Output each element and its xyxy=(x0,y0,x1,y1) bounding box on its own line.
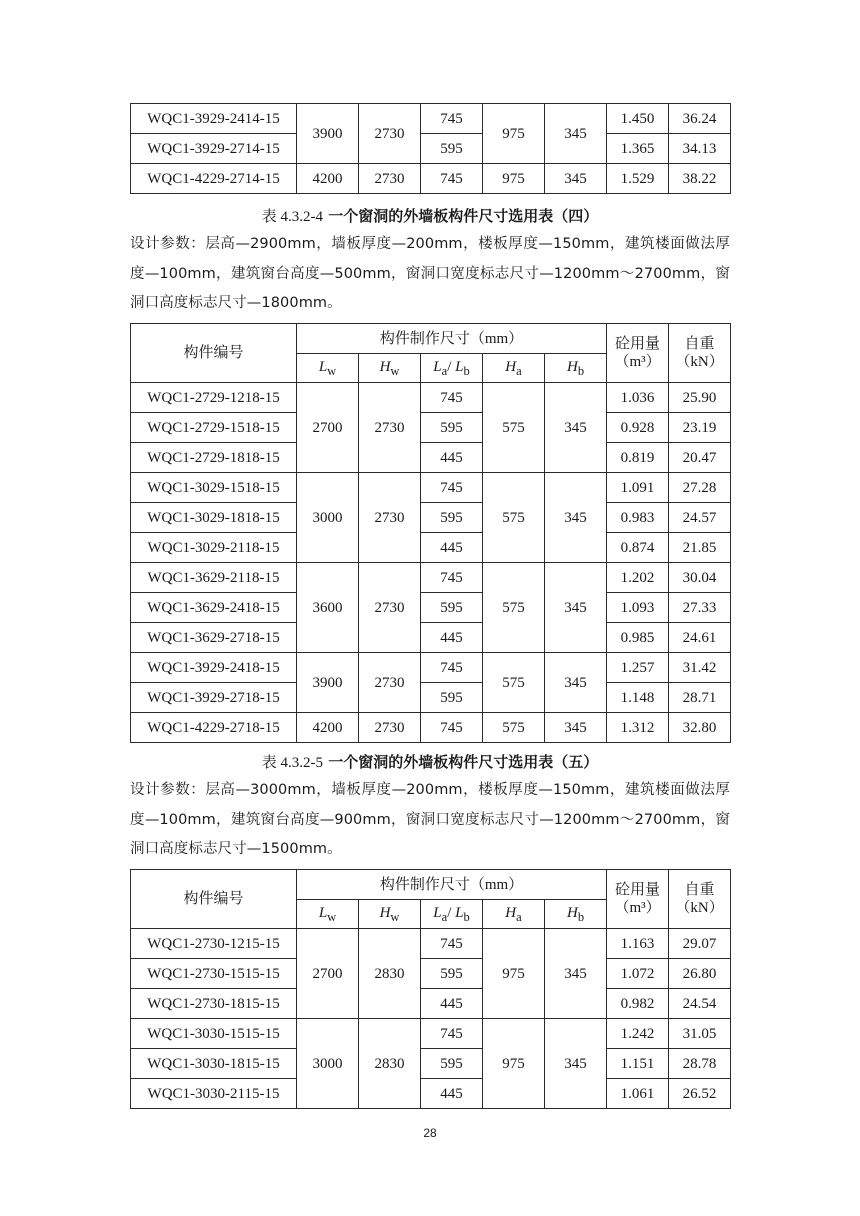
header-concrete xyxy=(607,324,669,383)
cell-code: WQC1-3629-2118-15 xyxy=(131,563,297,593)
table-continued xyxy=(130,103,731,194)
cell-la-lb: 445 xyxy=(421,623,483,653)
cell-concrete: 0.983 xyxy=(607,503,669,533)
cell-hb: 345 xyxy=(545,563,607,653)
cell-weight: 31.05 xyxy=(669,1019,731,1049)
cell-ha: 575 xyxy=(483,563,545,653)
cell-ha: 975 xyxy=(483,1019,545,1109)
table-row xyxy=(131,1019,731,1049)
cell-concrete: 0.819 xyxy=(607,443,669,473)
cell-la-lb: 745 xyxy=(421,104,483,134)
cell-code: WQC1-2729-1518-15 xyxy=(131,413,297,443)
table-row xyxy=(131,959,731,989)
cell-hw: 2730 xyxy=(359,653,421,713)
cell-weight: 34.13 xyxy=(669,134,731,164)
cell-lw: 2700 xyxy=(297,929,359,1019)
cell-weight: 27.28 xyxy=(669,473,731,503)
cell-ha: 975 xyxy=(483,104,545,164)
table-row xyxy=(131,653,731,683)
cell-weight: 29.07 xyxy=(669,929,731,959)
cell-concrete: 1.061 xyxy=(607,1079,669,1109)
cell-ha: 575 xyxy=(483,653,545,713)
cell-code: WQC1-4229-2714-15 xyxy=(131,164,297,194)
table4-design-params: 设计参数：层高—2900mm，墙板厚度—200mm，楼板厚度—150mm，建筑楼面做法厚度—100mm，建筑窗台高度—500mm，窗洞口宽度标志尺寸—1200mm～2700mm，窗洞口高度标志尺寸—1800mm。 xyxy=(130,236,730,311)
header-hw: $H_w$ xyxy=(359,900,421,929)
table-row xyxy=(131,503,731,533)
cell-la-lb: 445 xyxy=(421,443,483,473)
cell-code: WQC1-3030-2115-15 xyxy=(131,1079,297,1109)
cell-weight: 31.42 xyxy=(669,653,731,683)
cell-la-lb: 745 xyxy=(421,713,483,743)
table-row xyxy=(131,533,731,563)
cell-lw: 3000 xyxy=(297,473,359,563)
cell-weight: 38.22 xyxy=(669,164,731,194)
table4-caption xyxy=(0,205,860,226)
table5 xyxy=(130,869,731,1109)
table-row xyxy=(131,443,731,473)
cell-concrete: 0.982 xyxy=(607,989,669,1019)
cell-code: WQC1-3929-2718-15 xyxy=(131,683,297,713)
table4-caption-number: 表 4.3.2-4 xyxy=(261,209,323,225)
header-hw: $H_w$ xyxy=(359,354,421,383)
cell-code: WQC1-3029-1518-15 xyxy=(131,473,297,503)
header-concrete-label: 砼用量 xyxy=(615,882,661,898)
cell-ha: 575 xyxy=(483,473,545,563)
cell-lw: 2700 xyxy=(297,383,359,473)
cell-hb: 345 xyxy=(545,473,607,563)
header-weight-label: 自重 xyxy=(684,882,715,898)
header-lw: $L_w$ xyxy=(297,354,359,383)
header-weight-label: 自重 xyxy=(684,336,715,352)
header-hb: $H_b$ xyxy=(545,900,607,929)
cell-code: WQC1-3929-2714-15 xyxy=(131,134,297,164)
cell-ha: 975 xyxy=(483,929,545,1019)
cell-la-lb: 745 xyxy=(421,929,483,959)
cell-la-lb: 745 xyxy=(421,383,483,413)
cell-code: WQC1-3030-1515-15 xyxy=(131,1019,297,1049)
table-row xyxy=(131,623,731,653)
cell-la-lb: 595 xyxy=(421,683,483,713)
cell-lw: 4200 xyxy=(297,164,359,194)
cell-hw: 2730 xyxy=(359,104,421,164)
header-concrete xyxy=(607,870,669,929)
table5-caption-title: 一个窗洞的外墙板构件尺寸选用表（五） xyxy=(328,753,599,771)
cell-hb: 345 xyxy=(545,104,607,164)
header-concrete-unit: （m³） xyxy=(614,354,661,370)
table5-caption-number: 表 4.3.2-5 xyxy=(261,755,323,771)
cell-hb: 345 xyxy=(545,653,607,713)
cell-concrete: 1.257 xyxy=(607,653,669,683)
header-ha: $H_a$ xyxy=(483,354,545,383)
cell-la-lb: 445 xyxy=(421,989,483,1019)
cell-concrete: 1.072 xyxy=(607,959,669,989)
cell-la-lb: 745 xyxy=(421,473,483,503)
cell-concrete: 1.365 xyxy=(607,134,669,164)
cell-weight: 25.90 xyxy=(669,383,731,413)
header-weight xyxy=(669,870,731,929)
cell-hw: 2730 xyxy=(359,473,421,563)
table-row xyxy=(131,563,731,593)
cell-la-lb: 745 xyxy=(421,164,483,194)
cell-code: WQC1-3629-2718-15 xyxy=(131,623,297,653)
cell-hb: 345 xyxy=(545,713,607,743)
cell-la-lb: 745 xyxy=(421,563,483,593)
header-weight-unit: （kN） xyxy=(675,900,724,916)
cell-la-lb: 745 xyxy=(421,653,483,683)
cell-la-lb: 445 xyxy=(421,1079,483,1109)
table-row xyxy=(131,989,731,1019)
cell-weight: 21.85 xyxy=(669,533,731,563)
cell-code: WQC1-3929-2418-15 xyxy=(131,653,297,683)
cell-code: WQC1-2730-1815-15 xyxy=(131,989,297,1019)
table-row xyxy=(131,713,731,743)
cell-la-lb: 595 xyxy=(421,134,483,164)
cell-weight: 36.24 xyxy=(669,104,731,134)
cell-concrete: 1.093 xyxy=(607,593,669,623)
cell-concrete: 1.148 xyxy=(607,683,669,713)
cell-weight: 24.61 xyxy=(669,623,731,653)
header-dims-group: 构件制作尺寸（mm） xyxy=(297,324,607,354)
cell-code: WQC1-2730-1515-15 xyxy=(131,959,297,989)
cell-code: WQC1-3030-1815-15 xyxy=(131,1049,297,1079)
cell-ha: 575 xyxy=(483,713,545,743)
header-concrete-label: 砼用量 xyxy=(615,336,661,352)
cell-lw: 3900 xyxy=(297,653,359,713)
cell-weight: 26.80 xyxy=(669,959,731,989)
table-row xyxy=(131,1079,731,1109)
cell-concrete: 0.985 xyxy=(607,623,669,653)
table-row xyxy=(131,413,731,443)
header-lw: $L_w$ xyxy=(297,900,359,929)
cell-hb: 345 xyxy=(545,929,607,1019)
header-weight-unit: （kN） xyxy=(675,354,724,370)
cell-code: WQC1-3929-2414-15 xyxy=(131,104,297,134)
cell-weight: 23.19 xyxy=(669,413,731,443)
cell-concrete: 1.312 xyxy=(607,713,669,743)
header-la-lb: $L_a/$ $L_b$ xyxy=(421,900,483,929)
cell-hw: 2730 xyxy=(359,563,421,653)
cell-weight: 24.57 xyxy=(669,503,731,533)
table5-design-params: 设计参数：层高—3000mm，墙板厚度—200mm，楼板厚度—150mm，建筑楼面做法厚度—100mm，建筑窗台高度—900mm，窗洞口宽度标志尺寸—1200mm～2700mm，窗洞口高度标志尺寸—1500mm。 xyxy=(130,782,730,857)
cell-concrete: 1.450 xyxy=(607,104,669,134)
cell-concrete: 1.529 xyxy=(607,164,669,194)
cell-hb: 345 xyxy=(545,383,607,473)
cell-concrete: 1.202 xyxy=(607,563,669,593)
cell-code: WQC1-3629-2418-15 xyxy=(131,593,297,623)
cell-weight: 24.54 xyxy=(669,989,731,1019)
table-row xyxy=(131,104,731,134)
cell-concrete: 1.242 xyxy=(607,1019,669,1049)
cell-code: WQC1-2730-1215-15 xyxy=(131,929,297,959)
table-row xyxy=(131,1049,731,1079)
header-weight xyxy=(669,324,731,383)
cell-weight: 27.33 xyxy=(669,593,731,623)
header-code: 构件编号 xyxy=(131,870,297,929)
cell-hw: 2830 xyxy=(359,929,421,1019)
cell-ha: 575 xyxy=(483,383,545,473)
cell-concrete: 1.151 xyxy=(607,1049,669,1079)
cell-concrete: 1.036 xyxy=(607,383,669,413)
table-row xyxy=(131,593,731,623)
header-code: 构件编号 xyxy=(131,324,297,383)
cell-concrete: 0.874 xyxy=(607,533,669,563)
table4-caption-title: 一个窗洞的外墙板构件尺寸选用表（四） xyxy=(328,207,599,225)
cell-hb: 345 xyxy=(545,1019,607,1109)
cell-code: WQC1-2729-1218-15 xyxy=(131,383,297,413)
page-number: 28 xyxy=(423,1126,437,1140)
cell-lw: 3000 xyxy=(297,1019,359,1109)
table-row xyxy=(131,683,731,713)
cell-lw: 3900 xyxy=(297,104,359,164)
cell-code: WQC1-3029-1818-15 xyxy=(131,503,297,533)
cell-code: WQC1-3029-2118-15 xyxy=(131,533,297,563)
cell-hw: 2730 xyxy=(359,713,421,743)
cell-la-lb: 445 xyxy=(421,533,483,563)
cell-la-lb: 595 xyxy=(421,593,483,623)
cell-concrete: 0.928 xyxy=(607,413,669,443)
cell-weight: 28.71 xyxy=(669,683,731,713)
cell-concrete: 1.163 xyxy=(607,929,669,959)
cell-weight: 28.78 xyxy=(669,1049,731,1079)
header-la-lb: $L_a/$ $L_b$ xyxy=(421,354,483,383)
table-row xyxy=(131,929,731,959)
cell-weight: 20.47 xyxy=(669,443,731,473)
cell-hw: 2730 xyxy=(359,164,421,194)
table-row xyxy=(131,134,731,164)
cell-la-lb: 595 xyxy=(421,503,483,533)
cell-lw: 3600 xyxy=(297,563,359,653)
header-ha: $H_a$ xyxy=(483,900,545,929)
cell-lw: 4200 xyxy=(297,713,359,743)
cell-hw: 2730 xyxy=(359,383,421,473)
cell-concrete: 1.091 xyxy=(607,473,669,503)
table4 xyxy=(130,323,731,743)
cell-la-lb: 745 xyxy=(421,1019,483,1049)
cell-hw: 2830 xyxy=(359,1019,421,1109)
cell-code: WQC1-4229-2718-15 xyxy=(131,713,297,743)
header-dims-group: 构件制作尺寸（mm） xyxy=(297,870,607,900)
cell-hb: 345 xyxy=(545,164,607,194)
table-row xyxy=(131,383,731,413)
table-row xyxy=(131,164,731,194)
cell-la-lb: 595 xyxy=(421,1049,483,1079)
header-concrete-unit: （m³） xyxy=(614,900,661,916)
cell-la-lb: 595 xyxy=(421,959,483,989)
cell-weight: 30.04 xyxy=(669,563,731,593)
table5-caption xyxy=(0,751,860,772)
cell-weight: 26.52 xyxy=(669,1079,731,1109)
header-hb: $H_b$ xyxy=(545,354,607,383)
table-row xyxy=(131,473,731,503)
cell-ha: 975 xyxy=(483,164,545,194)
cell-weight: 32.80 xyxy=(669,713,731,743)
cell-la-lb: 595 xyxy=(421,413,483,443)
cell-code: WQC1-2729-1818-15 xyxy=(131,443,297,473)
